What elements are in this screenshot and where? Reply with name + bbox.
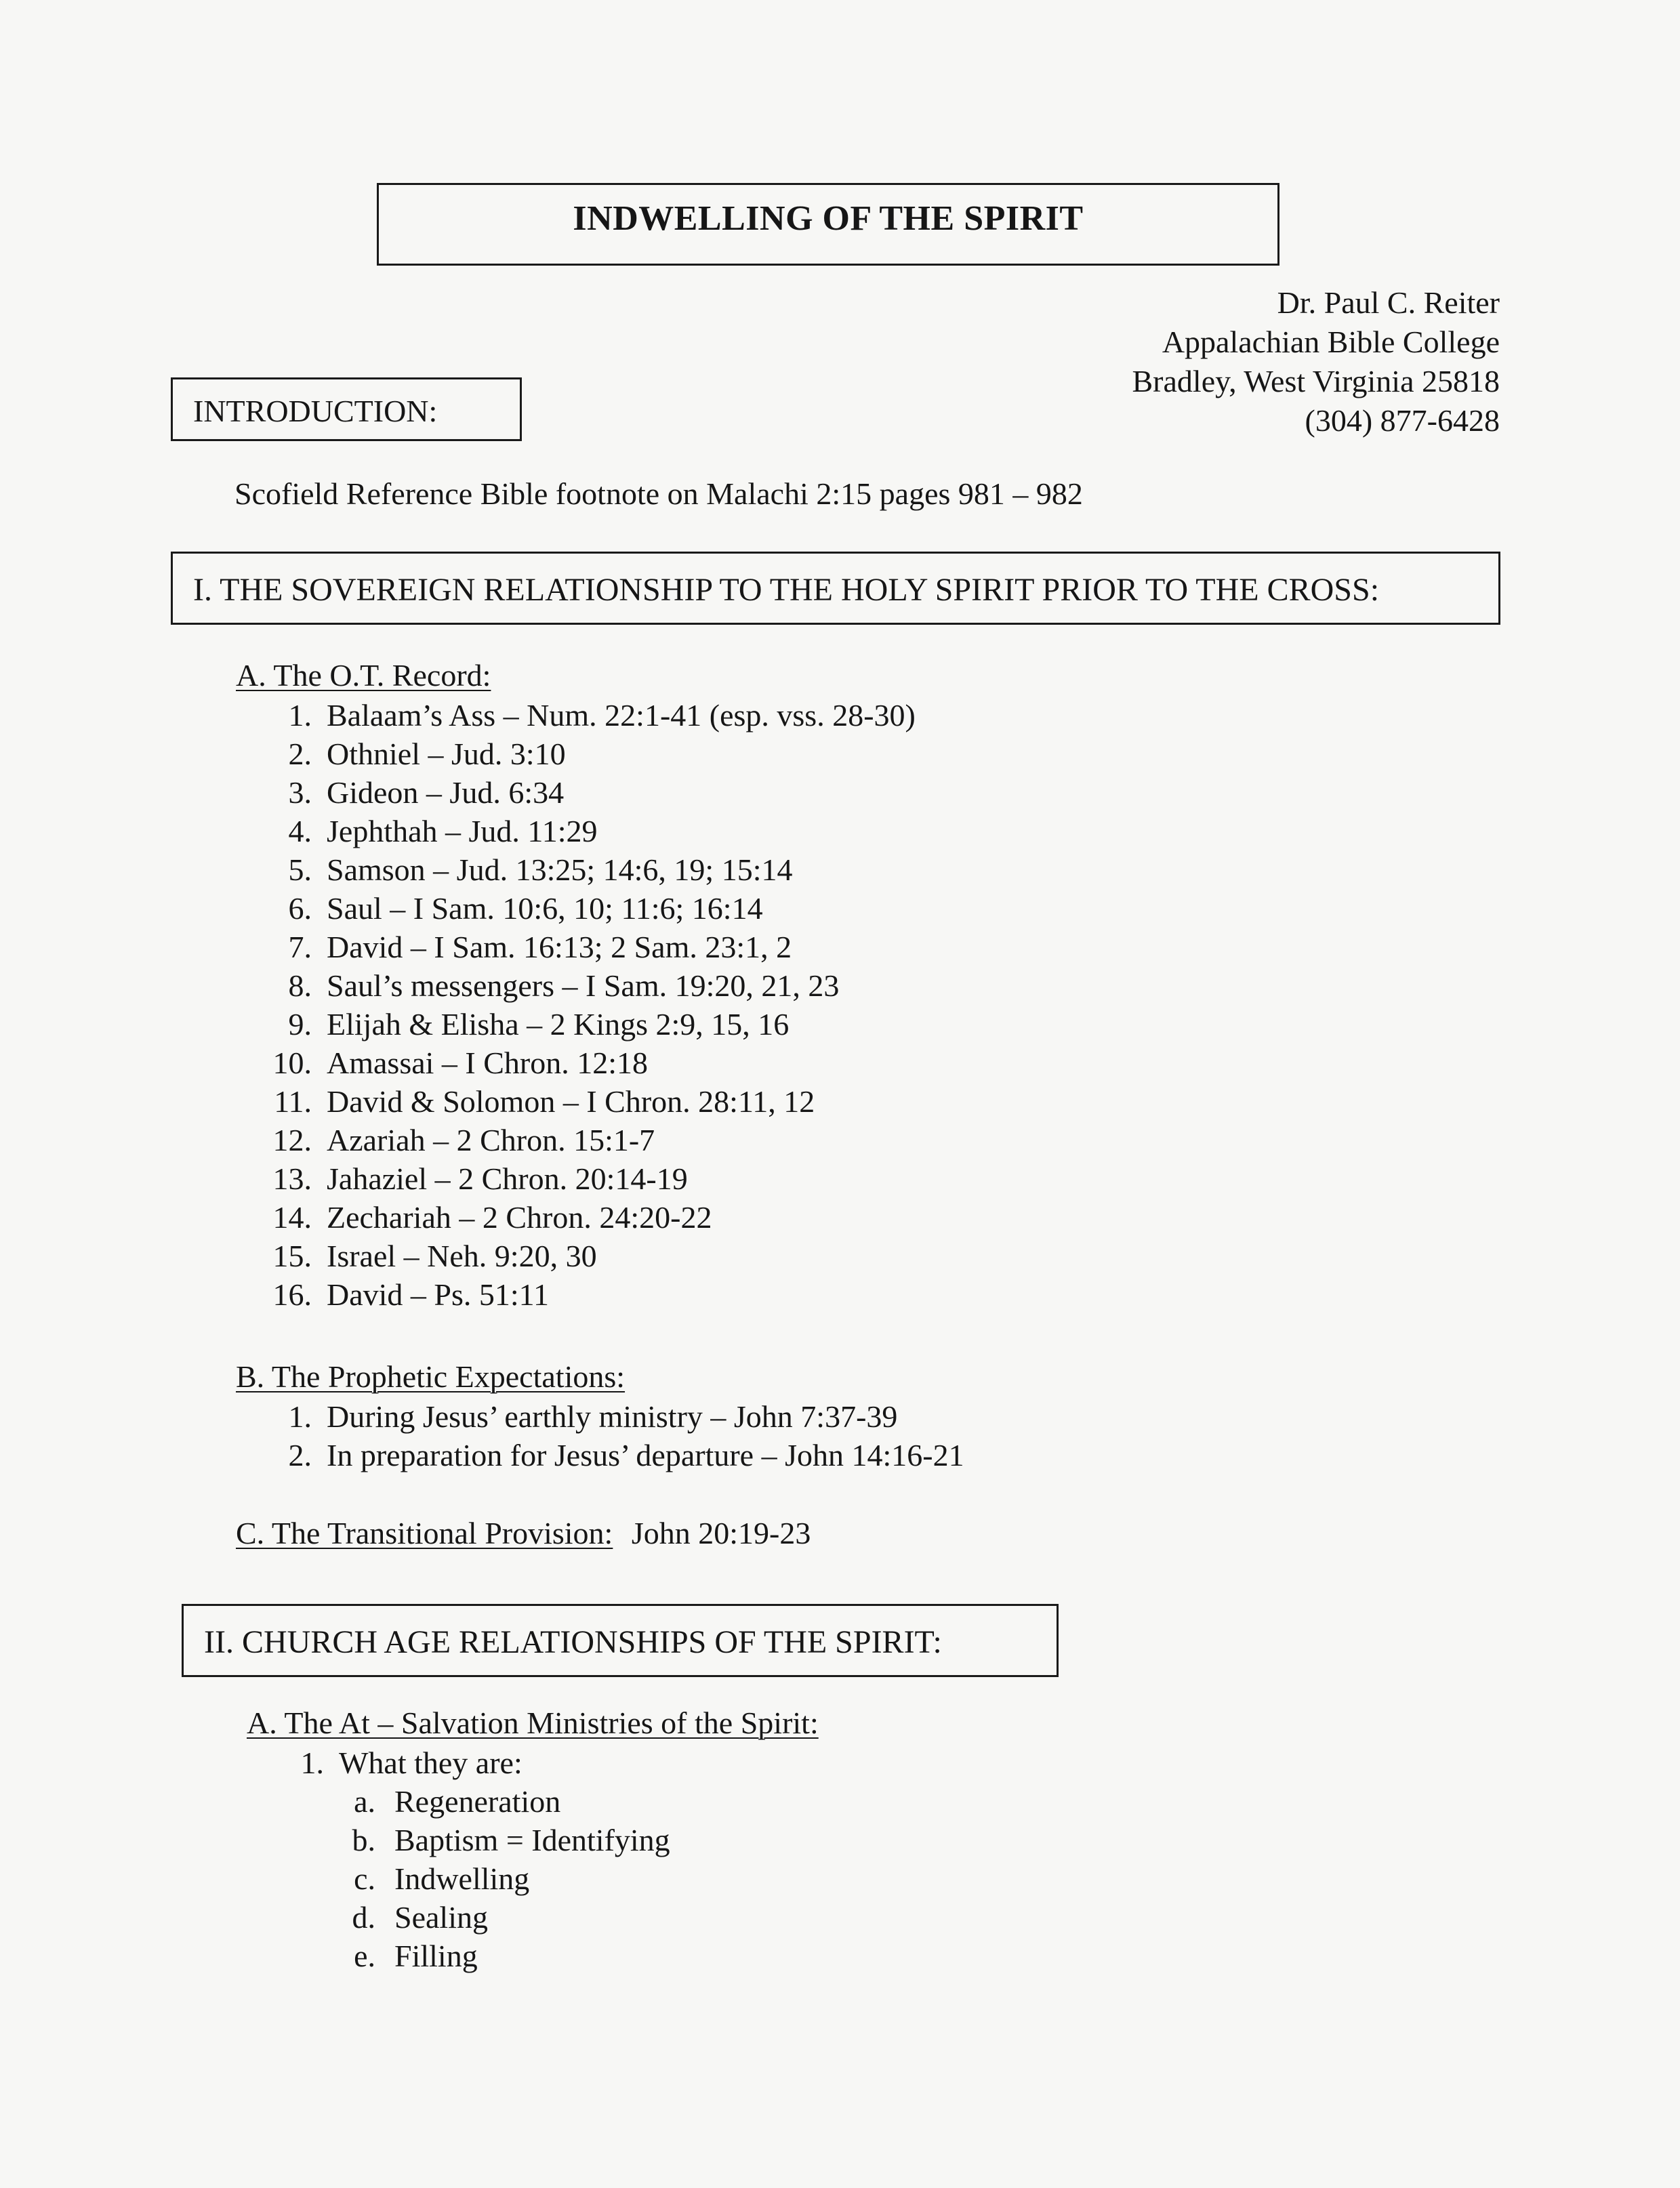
author-institution: Appalachian Bible College bbox=[1162, 325, 1500, 359]
list-item: 2. In preparation for Jesus’ departure – John 14:16-21 bbox=[288, 1438, 964, 1472]
subheading-b-label: B. The Prophetic Expectations: bbox=[236, 1359, 626, 1394]
list-item: 11. David & Solomon – I Chron. 28:11, 12 bbox=[274, 1084, 815, 1119]
ot-record-list bbox=[271, 696, 916, 1314]
section-1-subheading-c bbox=[236, 1515, 811, 1551]
list-item: 15. Israel – Neh. 9:20, 30 bbox=[272, 1239, 597, 1273]
subheading-a-label: A. The O.T. Record: bbox=[236, 658, 491, 693]
list-item: 14. Zechariah – 2 Chron. 24:20-22 bbox=[272, 1200, 712, 1235]
introduction-text: Scofield Reference Bible footnote on Malachi 2:15 pages 981 – 982 bbox=[234, 476, 1083, 511]
author-name: Dr. Paul C. Reiter bbox=[1277, 285, 1500, 320]
list-item: 3. Gideon – Jud. 6:34 bbox=[288, 775, 565, 810]
list-item: b. Baptism = Identifying bbox=[352, 1823, 670, 1857]
list-item: 8. Saul’s messengers – I Sam. 19:20, 21, 23 bbox=[288, 968, 840, 1003]
section-2-heading: II. CHURCH AGE RELATIONSHIPS OF THE SPIRIT: bbox=[204, 1624, 942, 1660]
introduction-heading: INTRODUCTION: bbox=[193, 394, 438, 428]
author-phone: (304) 877-6428 bbox=[1305, 403, 1500, 438]
list-item: 13. Jahaziel – 2 Chron. 20:14-19 bbox=[272, 1161, 688, 1196]
list-item: 2. Othniel – Jud. 3:10 bbox=[288, 737, 566, 771]
section-1-subheading-b bbox=[236, 1359, 625, 1395]
document-title: INDWELLING OF THE SPIRIT bbox=[573, 199, 1084, 238]
list-item: e. Filling bbox=[354, 1939, 478, 1973]
section-2-box bbox=[182, 1604, 1059, 1677]
list-item: a. Regeneration bbox=[354, 1784, 561, 1819]
author-location: Bradley, West Virginia 25818 bbox=[1132, 364, 1500, 398]
list-item: 7. David – I Sam. 16:13; 2 Sam. 23:1, 2 bbox=[288, 930, 792, 964]
list-item: 6. Saul – I Sam. 10:6, 10; 11:6; 16:14 bbox=[288, 891, 763, 926]
subheading-c-label: C. The Transitional Provision: bbox=[236, 1516, 613, 1550]
section-2-subheading-a-label: A. The At – Salvation Ministries of the Spirit: bbox=[247, 1706, 819, 1740]
list-item: c. Indwelling bbox=[354, 1861, 530, 1896]
list-item: 1. During Jesus’ earthly ministry – John 7:37-39 bbox=[288, 1399, 898, 1434]
title-box bbox=[377, 183, 1279, 266]
author-block bbox=[1132, 283, 1500, 440]
section-1-subheading-a bbox=[236, 657, 491, 693]
list-item: 12. Azariah – 2 Chron. 15:1-7 bbox=[272, 1123, 655, 1157]
prophetic-expectations-list bbox=[281, 1397, 964, 1474]
list-item: 16. David – Ps. 51:11 bbox=[272, 1277, 549, 1312]
list-item: 9. Elijah & Elisha – 2 Kings 2:9, 15, 16 bbox=[288, 1007, 790, 1041]
section-1-heading: I. THE SOVEREIGN RELATIONSHIP TO THE HOLY SPIRIT PRIOR TO THE CROSS: bbox=[193, 572, 1380, 608]
section-1-box bbox=[171, 552, 1500, 625]
list-item: 1. What they are: bbox=[300, 1746, 523, 1780]
section-2-subheading-a bbox=[247, 1705, 819, 1741]
ministries-letter-list bbox=[348, 1782, 670, 1975]
list-item: 4. Jephthah – Jud. 11:29 bbox=[288, 814, 598, 848]
list-item: 5. Samson – Jud. 13:25; 14:6, 19; 15:14 bbox=[288, 852, 793, 887]
list-item: 10. Amassai – I Chron. 12:18 bbox=[272, 1046, 649, 1080]
introduction-box bbox=[171, 377, 522, 441]
at-salvation-list bbox=[293, 1743, 523, 1782]
subheading-c-ref: John 20:19-23 bbox=[631, 1516, 811, 1550]
list-item: d. Sealing bbox=[352, 1900, 488, 1935]
list-item: 1. Balaam’s Ass – Num. 22:1-41 (esp. vss. 28-30) bbox=[288, 698, 916, 732]
